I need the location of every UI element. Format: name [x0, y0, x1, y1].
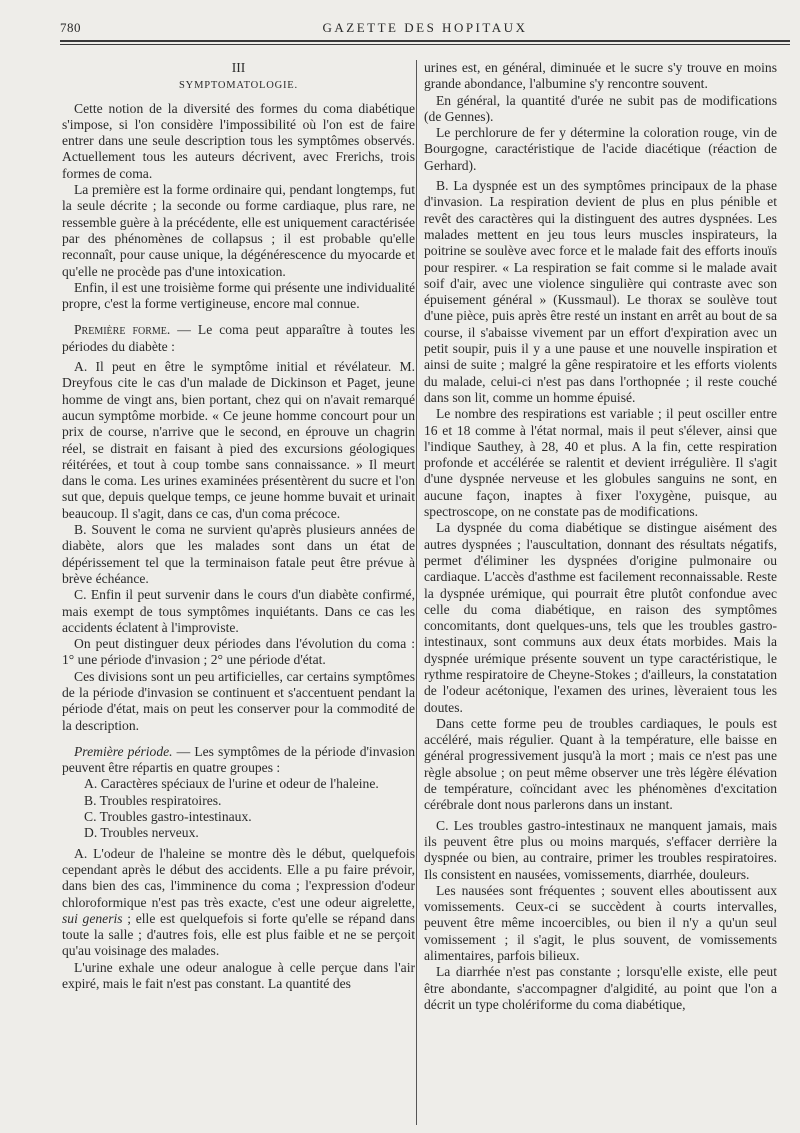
paragraph: B. Souvent le coma ne survient qu'après plusieurs années de diabète, alors que les malades sont dans un état de dépérissement tel que la terminaison fatale peut être prévue à brève échéance.: [62, 522, 415, 586]
paragraph-text: A. L'odeur de l'haleine se montre dès le début, quelquefois cependant après le début des accidents. Elle a pu faire prévoir, dans bien des cas, l'imminence du coma ; l'expression d'odeur chloroformique n'est pas très exacte, c'est une odeur aigrelette,: [62, 845, 415, 910]
paragraph: Le perchlorure de fer y détermine la coloration rouge, vin de Bourgogne, caractéristique de l'acide diacétique (réaction de Gerhard).: [424, 125, 777, 173]
paragraph: A. Il peut en être le symptôme initial et révélateur. M. Dreyfous cite le cas d'un malade de Dickinson et Paget, jeune homme de vingt ans, bien portant, chez qui on n'avait remarqué aucun symptôme morbide. « Ce jeune homme concourt pour un prix de course, n'arrive que le second, en éprouve un chagrin réel, se distrait en faisant à pied des excursions géologiques réitérées, et tout à coup tombe sans connaissance. » Il meurt dans le coma. Les urines examinées présentèrent du sucre et l'on sut que, depuis quelque temps, ce jeune homme buvait et urinait beaucoup. Il s'agit, dans ce cas, d'un coma précoce.: [62, 359, 415, 521]
paragraph-text: ; elle est quelquefois si forte qu'elle se répand dans toute la salle ; d'autres fois, elle est plus faible et ne se perçoit qu'au voisinage des malades.: [62, 910, 415, 959]
paragraph: C. Enfin il peut survenir dans le cours d'un diabète confirmé, mais exempt de tous symptômes inquiétants. Dans ce cas les accidents éclatent à l'improviste.: [62, 587, 415, 635]
running-title: GAZETTE DES HOPITAUX: [322, 20, 528, 35]
spacer: [62, 312, 415, 322]
paragraph: Les nausées sont fréquentes ; souvent elles aboutissent aux vomissements. Ceux-ci se succèdent à courts intervalles, peuvent être même incoercibles, ou bien il n'y a qu'un seul vomissement ; il s'agit, le plus souvent, de vomissements alimentaires, parfois bilieux.: [424, 882, 777, 964]
paragraph: Dans cette forme peu de troubles cardiaques, le pouls est accéléré, mais régulier. Quant à la température, elle baisse en général progressivement jusqu'à la mort ; mais ce n'est pas une règle absolue ; on peut même observer une très légère élévation de température, coïncidant avec les phénomènes d'excitation cérébrale dont nous parlerons dans un instant.: [424, 715, 777, 813]
list-item: B. Troubles respiratoires.: [84, 792, 222, 808]
paragraph: Cette notion de la diversité des formes du coma diabétique s'impose, si l'on considère l'impossibilité où l'on est de faire entrer dans une seule description tous les symptômes observés. Actuellement tous les auteurs décrivent, avec Frerichs, trois formes de coma.: [62, 100, 415, 181]
spacer: [62, 734, 415, 744]
header-rule-thin: [60, 44, 790, 45]
subheading-premiere-forme: Première forme.: [74, 322, 171, 338]
paragraph: En général, la quantité d'urée ne subit pas de modifications (de Gennes).: [424, 92, 777, 124]
paragraph-premiere-forme: [62, 322, 415, 355]
paragraph: Le nombre des respirations est variable ; il peut osciller entre 16 et 18 comme à l'état normal, mais il peut s'élever, ainsi que l'indique Sauthey, à 28, 40 et plus. A la fin, cette respiration profonde et accélérée se ralentit et devient irrégulière. Il s'agit d'une dyspnée nerveuse et les globules sanguins ne sont, en aucune façon, inaptes à fixer l'oxygène, puisque, au spectroscope, on ne constate pas de modifications.: [424, 406, 777, 520]
paragraph-text: — Les symptômes de la période d'invasion peuvent être répartis en quatre groupes :: [62, 743, 415, 776]
paragraph: Ces divisions sont un peu artificielles, car certains symptômes de la période d'invasion se continuent et s'accentuent pendant la période d'état, mais on peut les conserver pour la commodité de la description.: [62, 668, 415, 733]
column-divider: [416, 60, 417, 1125]
paragraph: Enfin, il est une troisième forme qui présente une individualité propre, c'est la forme vertigineuse, encore mal connue.: [62, 279, 415, 312]
symptom-groups-list: [62, 776, 415, 841]
paragraph: [62, 846, 415, 960]
paragraph: C. Les troubles gastro-intestinaux ne manquent jamais, mais ils peuvent être plus ou moins marqués, s'effacer derrière la dyspnée ou bien, au contraire, primer les troubles respiratoires. Ils consistent en nausées, vomissements, diarrhée, douleurs.: [424, 817, 777, 882]
section-number: III: [231, 60, 246, 75]
subheading-premiere-periode: Première période.: [74, 743, 173, 759]
paragraph: B. La dyspnée est un des symptômes principaux de la phase d'invasion. La respiration devient de plus en plus pénible et revêt des caractères qui la distinguent des autres dyspnées. Les malades mettent en jeu tous leurs muscles inspirateurs, la poitrine se soulève avec force et le malade fait des efforts inouïs pour respirer. « La respiration se fait comme si le malade avait soif d'air, avec une violence singulière qui contraste avec son épuisement général » (Kussmaul). Le thorax se soulève tout d'une pièce, puis après être resté un instant en arrêt au bout de sa course, il s'abaisse vivement par un effort d'expiration avec un petit soupir, puis il y a une pause et une nouvelle inspiration et ainsi de suite ; malgré la gêne respiratoire et les efforts violents du malade, celui-ci n'est pas dans l'orthopnée ; il reste couché dans son lit, comme un homme épuisé.: [424, 178, 777, 405]
paragraph: La première est la forme ordinaire qui, pendant longtemps, fut la seule décrite ; la seconde ou forme cardiaque, plus rare, ne ressemble guère à la précédente, elle est uniquement caractérisée par des phénomènes de collapsus ; il est probable qu'elle reconnaît, pour cause unique, la dégénérescence du myocarde et qu'elle ne procède pas d'une intoxication.: [62, 182, 415, 279]
page-number: 780: [60, 20, 81, 35]
paragraph: La dyspnée du coma diabétique se distingue aisément des autres dyspnées ; l'auscultation, donnant des résultats négatifs, permet d'éliminer les dyspnées d'origine pulmonaire ou cardiaque. L'accès d'asthme est facilement reconnaissable. Reste la dyspnée urémique, qui pourrait être plutôt confondue avec celle du coma diabétique, en raison des symptômes concomitants, dont quelques-uns, tels que les troubles gastro-intestinaux, sont communs aux deux états morbides. Mais la dyspnée urémique présente souvent un type caractéristique, le rythme respiratoire de Cheyne-Stokes ; d'ailleurs, la constatation de l'odeur acétonique, l'examen des urines, lèveraient tous les doutes.: [424, 520, 777, 715]
list-item: C. Troubles gastro-intestinaux.: [84, 809, 252, 825]
paragraph: On peut distinguer deux périodes dans l'évolution du coma : 1° une période d'invasion ; 2° une période d'état.: [62, 636, 415, 668]
paragraph: L'urine exhale une odeur analogue à celle perçue dans l'air expiré, mais le fait n'est pas constant. La quantité des: [62, 959, 415, 992]
left-column: [62, 60, 415, 1125]
paragraph: La diarrhée n'est pas constante ; lorsqu'elle existe, elle peut être abondante, s'accompagner d'algidité, au point que l'on a décrit un type cholériforme du coma diabétique,: [424, 964, 777, 1012]
section-title: SYMPTOMATOLOGIE.: [179, 80, 298, 92]
page-header: [60, 20, 790, 38]
paragraph-premiere-periode: [62, 744, 415, 777]
right-column: [424, 60, 777, 1125]
list-item: D. Troubles nerveux.: [84, 825, 199, 841]
header-rule: [60, 40, 790, 42]
paragraph: urines est, en général, diminuée et le sucre s'y trouve en moins grande abondance, l'albumine s'y rencontre souvent.: [424, 60, 777, 92]
italic-text: sui generis: [62, 910, 123, 926]
paragraph-text: — Le coma peut apparaître à toutes les périodes du diabète :: [62, 322, 415, 354]
list-item: A. Caractères spéciaux de l'urine et odeur de l'haleine.: [84, 776, 379, 792]
